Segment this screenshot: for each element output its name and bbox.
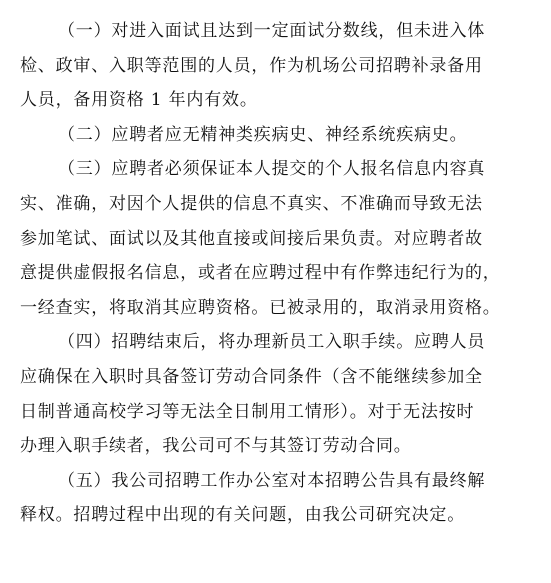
text-line: （五）我公司招聘工作办公室对本招聘公告具有最终解 [58,470,486,491]
text-line: 释权。招聘过程中出现的有关问题，由我公司研究决定。 [20,505,465,526]
text-line: 参加笔试、面试以及其他直接或间接后果负责。对应聘者故 [20,228,483,249]
text-line: 一经查实，将取消其应聘资格。已被录用的，取消录用资格。 [20,297,501,318]
text-line: 人员，备用资格 1 年内有效。 [20,90,258,111]
text-line: （二）应聘者应无精神类疾病史、神经系统疾病史。 [58,124,468,145]
text-line: （三）应聘者必须保证本人提交的个人报名信息内容真 [58,159,486,180]
paragraph-2 [20,118,532,153]
paragraph-4 [20,325,532,463]
text-line: 实、准确，对因个人提供的信息不真实、不准确而导致无法 [20,193,483,214]
text-line: 办理入职手续者，我公司可不与其签订劳动合同。 [20,436,412,457]
text-line: （一）对进入面试且达到一定面试分数线，但未进入体 [58,21,486,41]
text-line: 应确保在入职时具备签订劳动合同条件（含不能继续参加全 [20,366,483,387]
paragraph-1 [20,14,532,118]
document-body [20,14,532,533]
paragraph-3 [20,152,532,325]
text-line: （四）招聘结束后，将办理新员工入职手续。应聘人员 [58,332,486,353]
text-line: 检、政审、入职等范围的人员，作为机场公司招聘补录备用 [20,55,483,76]
text-line: 意提供虚假报名信息，或者在应聘过程中有作弊违纪行为的， [20,263,501,284]
text-line: 日制普通高校学习等无法全日制用工情形）。对于无法按时 [20,401,475,422]
paragraph-5 [20,464,532,533]
